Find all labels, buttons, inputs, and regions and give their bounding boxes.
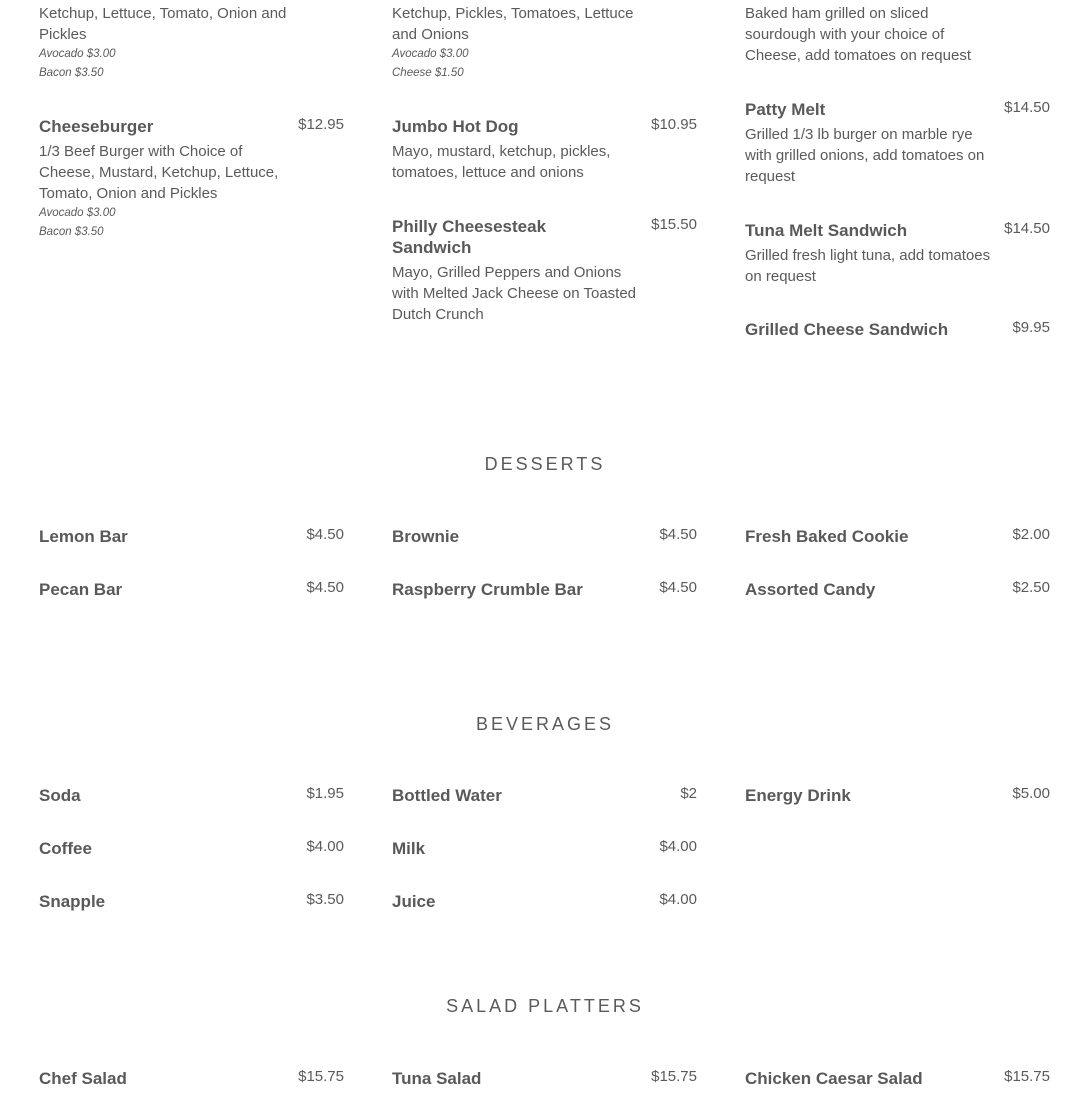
menu-item: [39, 838, 344, 859]
section-title-salad-platters: SALAD PLATTERS: [446, 996, 644, 1016]
menu-item: [392, 891, 697, 912]
item-price: $2.50: [1012, 579, 1050, 596]
menu-item-partial: [392, 3, 697, 83]
item-price: $14.50: [1004, 99, 1050, 116]
item-name: Jumbo Hot Dog: [392, 117, 519, 136]
menu-item-grilled-cheese: [745, 319, 1050, 340]
menu-item-tuna-melt: [745, 220, 1050, 287]
menu-item-patty-melt: [745, 99, 1050, 187]
item-price: $15.75: [651, 1068, 697, 1085]
item-price: $14.50: [1004, 220, 1050, 237]
item-price: $9.95: [1012, 319, 1050, 336]
item-price: $10.95: [651, 116, 697, 133]
item-price: $15.50: [651, 216, 697, 233]
menu-item: [39, 1068, 344, 1089]
menu-item: [745, 785, 1050, 806]
item-price: $15.75: [1004, 1068, 1050, 1085]
item-price: $2: [680, 785, 697, 802]
item-name: Brownie: [392, 527, 460, 546]
item-name: Bottled Water: [392, 786, 502, 805]
item-name: Tuna Melt Sandwich: [745, 221, 908, 240]
item-price: $4.50: [306, 579, 344, 596]
item-name: Milk: [392, 839, 426, 858]
item-name: Coffee: [39, 839, 92, 858]
item-price: $15.75: [298, 1068, 344, 1085]
item-name: Soda: [39, 786, 81, 805]
item-name: Lemon Bar: [39, 527, 128, 546]
item-price: $5.00: [1012, 785, 1050, 802]
menu-item: [39, 579, 344, 600]
menu-item: [39, 526, 344, 547]
menu-item: [745, 526, 1050, 547]
menu-item-partial: [745, 3, 1050, 66]
item-addon: Avocado $3.00: [39, 48, 116, 60]
item-price: $4.00: [659, 838, 697, 855]
menu-item: [392, 1068, 697, 1089]
section-title-beverages: BEVERAGES: [475, 714, 615, 734]
item-price: $4.50: [659, 579, 697, 596]
menu-item-philly: [392, 216, 697, 325]
item-description: Baked ham grilled on sliced sourdough with your choice of Cheese, add tomatoes on request: [745, 5, 971, 64]
item-price: $3.50: [306, 891, 344, 908]
item-price: $2.00: [1012, 526, 1050, 543]
item-price: $4.50: [659, 526, 697, 543]
item-name: Fresh Baked Cookie: [745, 527, 909, 546]
menu-item: [39, 785, 344, 806]
item-price: $12.95: [298, 116, 344, 133]
menu-item-cheeseburger: [39, 116, 344, 242]
item-name: Juice: [392, 892, 436, 911]
item-name: Patty Melt: [745, 100, 826, 119]
item-description: Mayo, mustard, ketchup, pickles, tomatoes, lettuce and onions: [392, 143, 611, 181]
item-name: Raspberry Crumble Bar: [392, 580, 583, 599]
item-description: Ketchup, Lettuce, Tomato, Onion and Pickles: [39, 5, 287, 43]
item-name: Chicken Caesar Salad: [745, 1069, 923, 1088]
item-name: Assorted Candy: [745, 580, 876, 599]
item-name: Pecan Bar: [39, 580, 123, 599]
item-addon: Cheese $1.50: [392, 67, 464, 79]
item-addon: Avocado $3.00: [39, 207, 116, 219]
menu-item: [745, 579, 1050, 600]
item-price: $4.50: [306, 526, 344, 543]
item-name: Philly Cheesesteak Sandwich: [392, 217, 547, 257]
item-description: Mayo, Grilled Peppers and Onions with Melted Jack Cheese on Toasted Dutch Crunch: [392, 264, 637, 323]
menu-item: [392, 785, 697, 806]
item-description: Grilled 1/3 lb burger on marble rye with grilled onions, add tomatoes on request: [745, 126, 985, 185]
menu-item-hotdog: [392, 116, 697, 183]
menu-item: [39, 891, 344, 912]
item-price: $4.00: [306, 838, 344, 855]
item-name: Chef Salad: [39, 1069, 127, 1088]
item-name: Grilled Cheese Sandwich: [745, 320, 949, 339]
item-price: $1.95: [306, 785, 344, 802]
item-addon: Bacon $3.50: [39, 226, 104, 238]
menu-item: [745, 1068, 1050, 1089]
item-name: Energy Drink: [745, 786, 851, 805]
item-addon: Bacon $3.50: [39, 67, 104, 79]
menu-item: [392, 526, 697, 547]
menu-item: [392, 838, 697, 859]
item-name: Tuna Salad: [392, 1069, 482, 1088]
menu-item: [392, 579, 697, 600]
item-description: 1/3 Beef Burger with Choice of Cheese, Mustard, Ketchup, Lettuce, Tomato, Onion and Pickles: [39, 143, 279, 202]
section-title-desserts: DESSERTS: [484, 454, 606, 474]
item-price: $4.00: [659, 891, 697, 908]
item-name: Snapple: [39, 892, 106, 911]
item-description: Ketchup, Pickles, Tomatoes, Lettuce and Onions: [392, 5, 634, 43]
item-addon: Avocado $3.00: [392, 48, 469, 60]
item-name: Cheeseburger: [39, 117, 154, 136]
item-description: Grilled fresh light tuna, add tomatoes on request: [745, 247, 991, 285]
menu-item-partial: [39, 3, 344, 83]
